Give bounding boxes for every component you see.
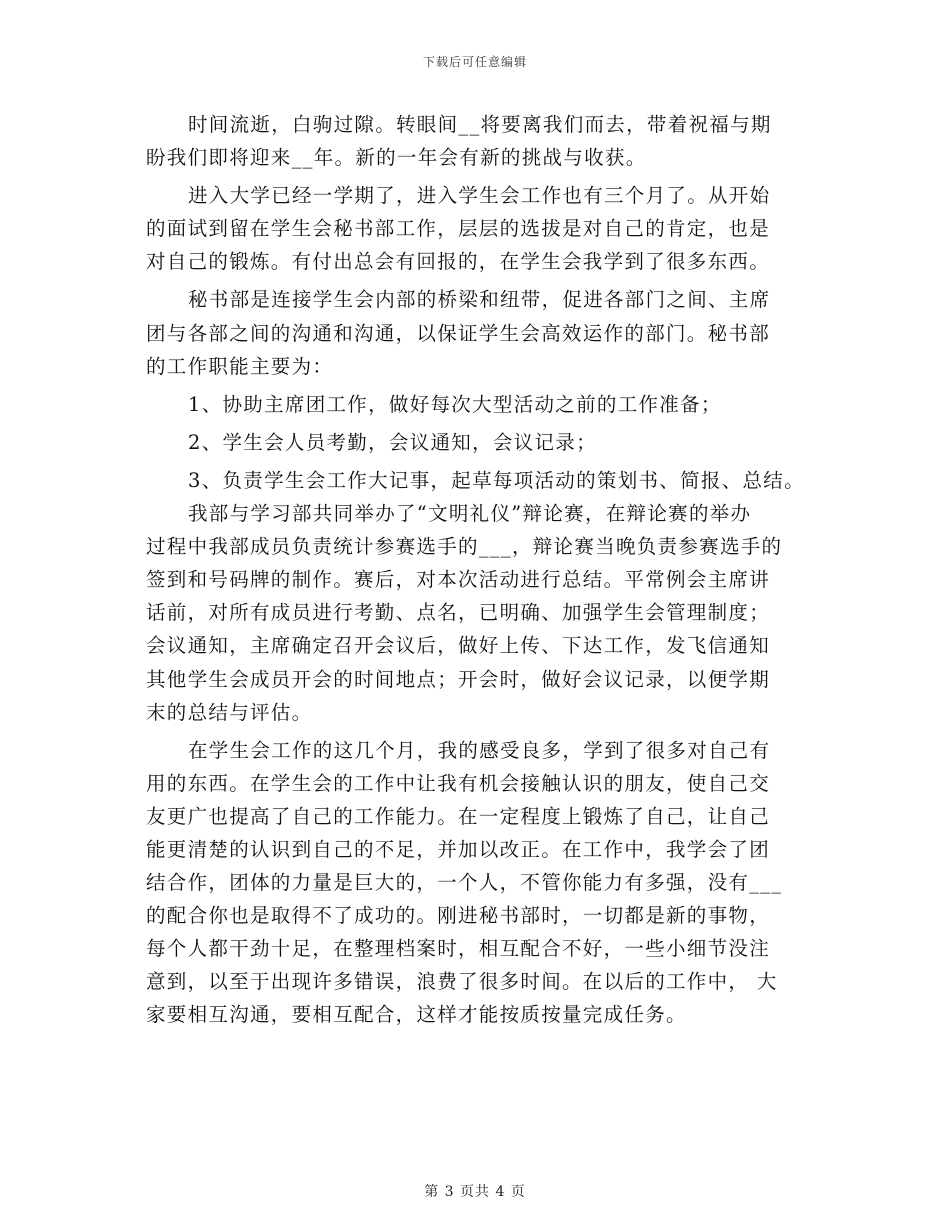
list-item: 2、学生会人员考勤，会议通知，会议记录；: [188, 430, 597, 454]
list-item: 3、负责学生会工作大记事，起草每项活动的策划书、简报、总结。: [188, 468, 805, 492]
page-number-footer: 第 3 页共 4 页: [424, 1184, 526, 1200]
paragraph-line: 会议通知，主席确定召开会议后，做好上传、下达工作，发飞信通知: [146, 634, 771, 658]
paragraph-line: 签到和号码牌的制作。赛后，对本次活动进行总结。平常例会主席讲: [146, 568, 771, 592]
paragraph-line: 我部与学习部共同举办了“文明礼仪”辩论赛，在辩论赛的举办: [188, 502, 752, 526]
paragraph-line: 对自己的锻炼。有付出总会有回报的，在学生会我学到了很多东西。: [146, 250, 771, 274]
paragraph-line: 的配合你也是取得不了成功的。刚进秘书部时，一切都是新的事物，: [146, 904, 771, 928]
paragraph-line: 话前，对所有成员进行考勤、点名，已明确、加强学生会管理制度；: [146, 601, 771, 625]
paragraph-line: 每个人都干劲十足，在整理档案时，相互配合不好，一些小细节没注: [146, 937, 771, 961]
paragraph-line: 结合作，团体的力量是巨大的，一个人，不管你能力有多强，没有___: [146, 871, 783, 895]
paragraph-line: 团与各部之间的沟通和沟通，以保证学生会高效运作的部门。秘书部: [146, 321, 771, 345]
paragraph-line: 过程中我部成员负责统计参赛选手的___，辩论赛当晚负责参赛选手的: [146, 535, 783, 559]
paragraph-line: 的面试到留在学生会秘书部工作，层层的选拔是对自己的肯定，也是: [146, 217, 771, 241]
paragraph-line: 能更清楚的认识到自己的不足，并加以改正。在工作中，我学会了团: [146, 837, 771, 861]
paragraph-line: 时间流逝，白驹过隙。转眼间__将要离我们而去，带着祝福与期: [188, 113, 772, 136]
paragraph-line: 友更广也提高了自己的工作能力。在一定程度上锻炼了自己，让自己: [146, 804, 771, 828]
paragraph-line: 家要相互沟通，要相互配合，这样才能按质按量完成任务。: [146, 1003, 687, 1027]
paragraph-line: 其他学生会成员开会的时间地点；开会时，做好会议记录，以便学期: [146, 667, 771, 691]
paragraph-line: 进入大学已经一学期了，进入学生会工作也有三个月了。从开始: [188, 184, 771, 208]
paragraph-line: 秘书部是连接学生会内部的桥梁和纽带，促进各部门之间、主席: [188, 288, 771, 312]
paragraph-line: 在学生会工作的这几个月，我的感受良多，学到了很多对自己有: [188, 738, 771, 762]
paragraph-line: 的工作职能主要为：: [146, 354, 334, 378]
paragraph-line: 意到，以至于出现许多错误，浪费了很多时间。在以后的工作中， 大: [146, 970, 778, 994]
list-item: 1、协助主席团工作，做好每次大型活动之前的工作准备；: [188, 392, 722, 416]
paragraph-line: 盼我们即将迎来__年。新的一年会有新的挑战与收获。: [146, 146, 647, 170]
document-body: [146, 108, 826, 1032]
paragraph-line: 用的东西。在学生会的工作中让我有机会接触认识的朋友，使自己交: [146, 771, 771, 795]
paragraph-line: 末的总结与评估。: [146, 700, 313, 724]
page-header: 下载后可任意编辑: [422, 55, 527, 69]
